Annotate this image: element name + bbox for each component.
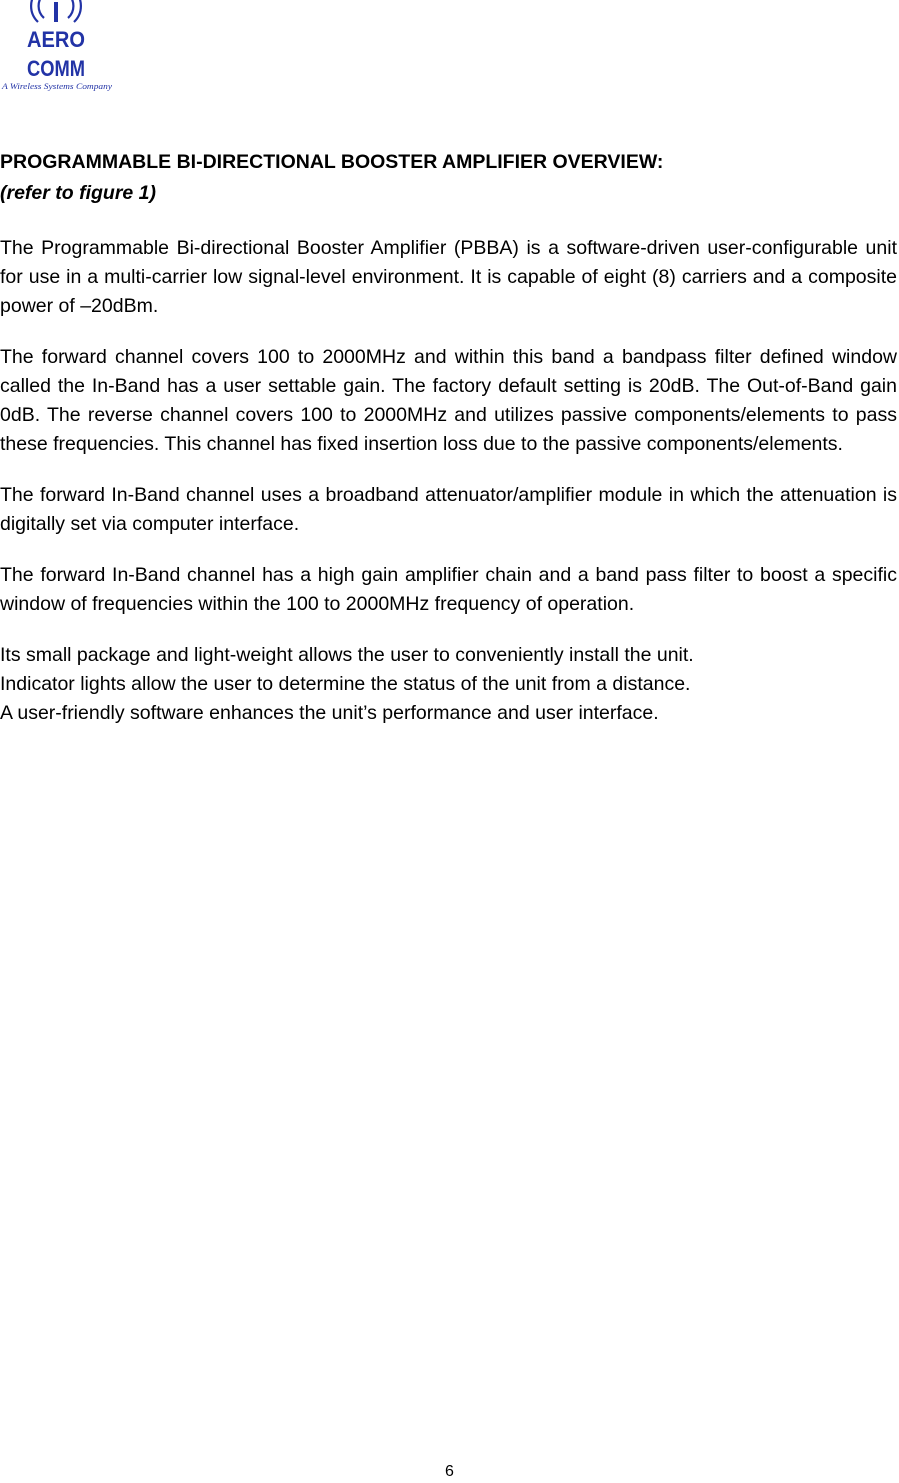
paragraph-amplifier-chain: The forward In-Band channel has a high gain amplifier chain and a band pass filter to boost a specific window of frequencies within the 100 to 2000MHz frequency of operation. — [0, 564, 897, 615]
closing-line: Indicator lights allow the user to determine the status of the unit from a distance. — [0, 673, 691, 695]
document-body — [0, 147, 897, 750]
paragraph-closing — [0, 641, 897, 728]
logo-tagline: A Wireless Systems Company — [0, 82, 113, 91]
paragraph-attenuator: The forward In-Band channel uses a broadband attenuator/amplifier module in which the attenuation is digitally set via computer interface. — [0, 484, 897, 535]
paragraph-forward-channel: The forward channel covers 100 to 2000MHz and within this band a bandpass filter defined window called the In-Band has a user settable gain. The factory default setting is 20dB. The Out-of-Band gain 0dB. The reverse channel covers 100 to 2000MHz and utilizes passive components/elements to pass these frequencies. This channel has fixed insertion loss due to the passive components/elements. — [0, 346, 897, 455]
page-number: 6 — [445, 1463, 454, 1480]
logo-line-2: COMM — [27, 56, 85, 81]
logo-line-1: AERO — [27, 27, 85, 52]
closing-line: Its small package and light-weight allows the user to conveniently install the unit. — [0, 644, 694, 666]
closing-line: A user-friendly software enhances the unit’s performance and user interface. — [0, 702, 659, 724]
aerocomm-logo — [0, 0, 120, 95]
section-heading: PROGRAMMABLE BI-DIRECTIONAL BOOSTER AMPLIFIER OVERVIEW: — [0, 151, 664, 173]
paragraph-overview: The Programmable Bi-directional Booster Amplifier (PBBA) is a software-driven user-configurable unit for use in a multi-carrier low signal-level environment. It is capable of eight (8) carriers and a composite power of –20dBm. — [0, 237, 897, 317]
figure-reference: (refer to figure 1) — [0, 182, 157, 204]
